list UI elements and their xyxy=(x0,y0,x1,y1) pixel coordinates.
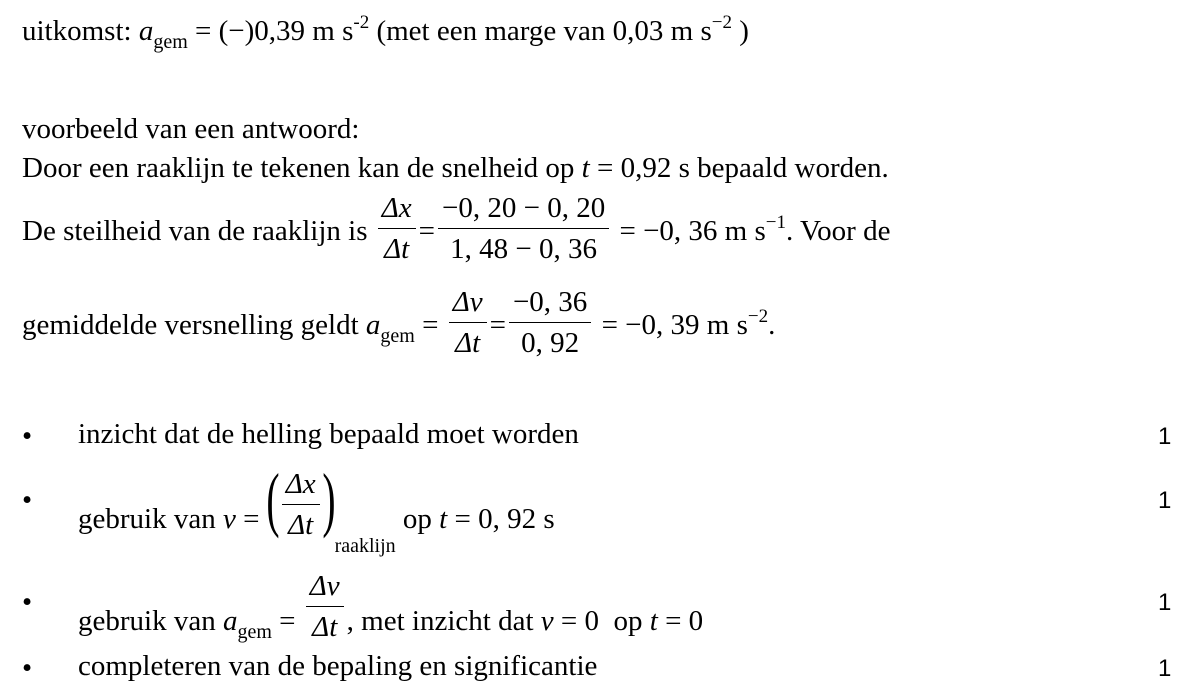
fraction-dx-dt xyxy=(378,192,416,267)
outcome-symbol: a xyxy=(138,15,154,47)
example-line-3-subscript: gem xyxy=(380,325,415,347)
left-paren: ( xyxy=(266,459,280,540)
bullet-3-teq: = 0 xyxy=(657,605,704,637)
outcome-close: ) xyxy=(731,15,749,47)
fraction-values xyxy=(438,192,609,267)
example-line-3-eq: = −0, 39 m s xyxy=(594,309,748,341)
bullet-4-score: 1 xyxy=(1158,655,1172,682)
fraction-numerator: Δv xyxy=(449,286,487,323)
example-line-3: gemiddelde versnelling geldt $a_{gem}$ = $\frac{\Delta v}{\Delta t}$ = $\frac{-0, 36}{0, 92}$ = −0, 39 m $s^{-2}$. xyxy=(22,286,776,360)
outcome-subscript: gem xyxy=(153,31,188,53)
fraction-denominator: 0, 92 xyxy=(521,327,580,360)
bullet-marker: • xyxy=(22,652,33,684)
fraction-accel-values xyxy=(509,286,591,361)
example-line-3-symbol: a xyxy=(365,309,381,341)
bullet-3-text xyxy=(78,570,703,645)
example-heading: voorbeeld van een antwoord: xyxy=(22,113,360,145)
fraction-denominator: Δt xyxy=(312,611,338,644)
bullet-2-symbol: v xyxy=(222,503,236,535)
outcome-exponent: -2 xyxy=(353,12,370,33)
example-line-1-t: t xyxy=(581,152,590,184)
right-paren: ) xyxy=(321,459,336,540)
fraction-numerator: Δv xyxy=(306,570,344,607)
outcome-label: uitkomst: xyxy=(22,15,132,47)
fraction-dx-dt xyxy=(282,468,320,543)
example-line-3-eq-sign: = xyxy=(414,309,439,341)
fraction-dv-dt xyxy=(306,570,344,645)
example-line-1-post: = 0,92 s bepaald worden. xyxy=(589,152,889,184)
example-line-2: De steilheid van de raaklijn is $\frac{\Delta x}{\Delta t}$ = $\frac{-0, 20 - 0, 20}{1, 48 - 0, 36}$ = −0, 36 m $s^{-1}$. Voor de xyxy=(22,192,891,266)
example-line-2-eq: = −0, 36 m s xyxy=(612,215,766,247)
example-line-2-post: . Voor de xyxy=(786,215,891,247)
bullet-3-score: 1 xyxy=(1158,589,1172,616)
bullet-2-post: = 0, 92 s xyxy=(447,503,555,535)
bullet-2-pre: gebruik van xyxy=(78,503,223,535)
fraction-dv-dt xyxy=(449,286,487,361)
bullet-3-op: op xyxy=(599,605,650,637)
example-line-1-pre: Door een raaklijn te tekenen kan de snelheid op xyxy=(22,152,582,184)
bullet-3-pre: gebruik van xyxy=(78,605,223,637)
bullet-1-text: inzicht dat de helling bepaald moet worden xyxy=(78,418,579,450)
example-line-3-exp: −2 xyxy=(747,306,769,327)
fraction-denominator: 1, 48 − 0, 36 xyxy=(450,233,598,266)
fraction-numerator: −0, 36 xyxy=(509,286,591,323)
example-line-3-post: . xyxy=(768,309,776,341)
outcome-value: = (−)0,39 m s xyxy=(187,15,354,47)
bullet-2-mid: op xyxy=(402,503,440,535)
fraction-denominator: Δt xyxy=(288,509,314,542)
bullet-marker: • xyxy=(22,420,33,452)
bullet-3-veq: = 0 xyxy=(553,605,599,637)
bullet-3-eq-sign: = xyxy=(271,605,296,637)
bullet-3-v: v xyxy=(540,605,554,637)
outcome-line xyxy=(22,12,749,53)
bullet-2-eq-sign: = xyxy=(235,503,260,535)
bullet-2-text xyxy=(78,459,555,557)
fraction-numerator: Δx xyxy=(378,192,416,229)
example-line-2-exp: −1 xyxy=(765,212,786,233)
example-line-1 xyxy=(22,154,889,183)
example-line-3-pre: gemiddelde versnelling geldt xyxy=(22,309,366,341)
bullet-3-mid: , met inzicht dat xyxy=(346,605,541,637)
outcome-margin-exponent: −2 xyxy=(711,12,732,33)
bullet-1-score: 1 xyxy=(1158,423,1172,450)
bullet-marker: • xyxy=(22,484,33,516)
bullet-3-t: t xyxy=(649,605,658,637)
fraction-numerator: Δx xyxy=(282,468,320,505)
bullet-4-text: completeren van de bepaling en significantie xyxy=(78,650,598,682)
fraction-numerator: −0, 20 − 0, 20 xyxy=(438,192,609,229)
example-line-2-pre: De steilheid van de raaklijn is xyxy=(22,215,375,247)
bullet-3-subscript: gem xyxy=(237,621,272,643)
bullet-2-t: t xyxy=(439,503,448,535)
bullet-2-subscript: raaklijn xyxy=(334,535,396,557)
bullet-marker: • xyxy=(22,586,33,618)
fraction-denominator: Δt xyxy=(384,233,410,266)
fraction-denominator: Δt xyxy=(455,327,481,360)
outcome-margin: (met een marge van 0,03 m s xyxy=(369,15,712,47)
bullet-2-score: 1 xyxy=(1158,487,1172,514)
bullet-3-symbol: a xyxy=(222,605,238,637)
